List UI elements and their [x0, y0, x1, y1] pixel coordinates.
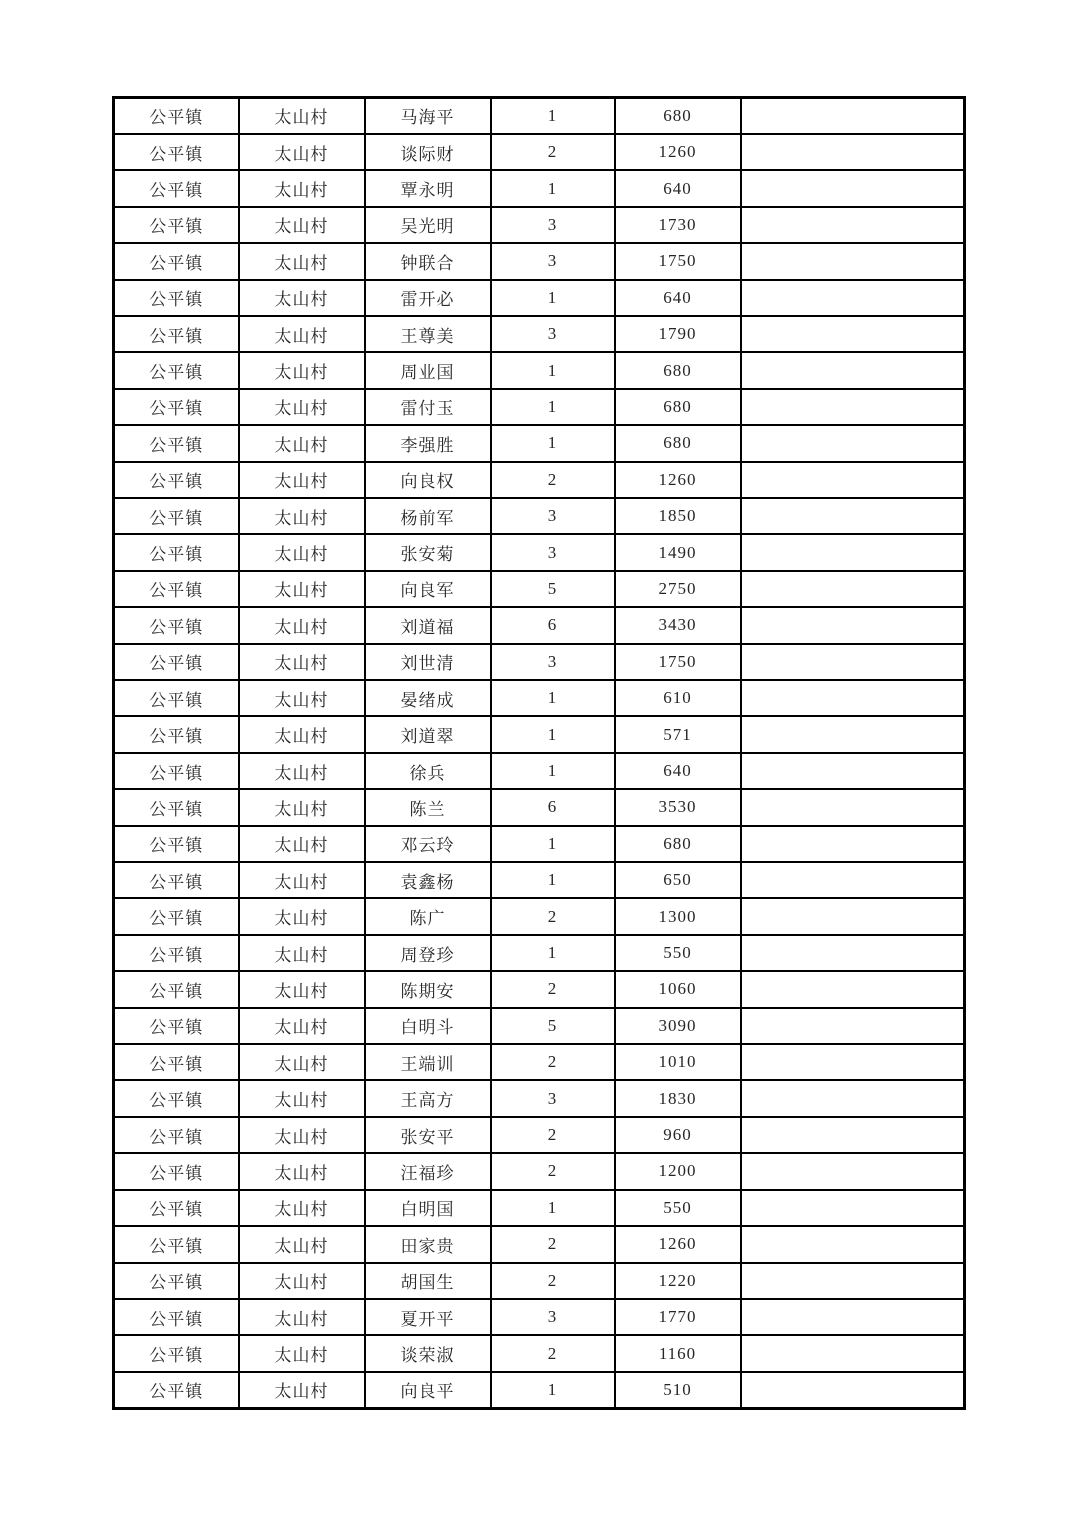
cell-count: 1 [491, 352, 615, 388]
cell-count: 1 [491, 280, 615, 316]
cell-person-name: 马海平 [365, 98, 491, 134]
table-row [114, 425, 965, 461]
table-row [114, 170, 965, 206]
cell-amount: 1200 [615, 1153, 741, 1189]
cell-town: 公平镇 [114, 98, 239, 134]
cell-count: 2 [491, 1153, 615, 1189]
table-row [114, 534, 965, 570]
table-row [114, 1299, 965, 1335]
cell-town: 公平镇 [114, 280, 239, 316]
cell-count: 2 [491, 1263, 615, 1299]
cell-count: 2 [491, 134, 615, 170]
cell-town: 公平镇 [114, 971, 239, 1007]
table-row [114, 498, 965, 534]
cell-note [741, 898, 965, 934]
cell-amount: 510 [615, 1372, 741, 1408]
cell-amount: 1010 [615, 1044, 741, 1080]
table-row [114, 1044, 965, 1080]
cell-count: 1 [491, 753, 615, 789]
cell-town: 公平镇 [114, 1335, 239, 1371]
cell-amount: 960 [615, 1117, 741, 1153]
cell-person-name: 田家贵 [365, 1226, 491, 1262]
cell-person-name: 周登珍 [365, 935, 491, 971]
cell-person-name: 周业国 [365, 352, 491, 388]
cell-person-name: 陈广 [365, 898, 491, 934]
cell-village: 太山村 [239, 134, 365, 170]
cell-village: 太山村 [239, 352, 365, 388]
cell-note [741, 316, 965, 352]
cell-town: 公平镇 [114, 716, 239, 752]
table-row [114, 1117, 965, 1153]
cell-amount: 640 [615, 280, 741, 316]
cell-village: 太山村 [239, 462, 365, 498]
table-body [114, 98, 965, 1409]
table-row [114, 571, 965, 607]
cell-amount: 1260 [615, 1226, 741, 1262]
cell-person-name: 张安平 [365, 1117, 491, 1153]
cell-count: 1 [491, 425, 615, 461]
cell-amount: 610 [615, 680, 741, 716]
cell-village: 太山村 [239, 1044, 365, 1080]
table-row [114, 389, 965, 425]
cell-count: 2 [491, 1335, 615, 1371]
cell-count: 3 [491, 243, 615, 279]
cell-count: 3 [491, 644, 615, 680]
cell-village: 太山村 [239, 753, 365, 789]
cell-village: 太山村 [239, 1226, 365, 1262]
cell-note [741, 1372, 965, 1408]
cell-amount: 680 [615, 389, 741, 425]
cell-town: 公平镇 [114, 607, 239, 643]
cell-note [741, 1008, 965, 1044]
cell-note [741, 1044, 965, 1080]
cell-note [741, 826, 965, 862]
cell-person-name: 白明国 [365, 1190, 491, 1226]
cell-village: 太山村 [239, 316, 365, 352]
cell-person-name: 张安菊 [365, 534, 491, 570]
cell-count: 1 [491, 826, 615, 862]
cell-count: 1 [491, 389, 615, 425]
cell-village: 太山村 [239, 935, 365, 971]
cell-note [741, 462, 965, 498]
cell-village: 太山村 [239, 1117, 365, 1153]
cell-count: 2 [491, 1226, 615, 1262]
cell-amount: 3530 [615, 789, 741, 825]
cell-person-name: 袁鑫杨 [365, 862, 491, 898]
table-row [114, 352, 965, 388]
cell-note [741, 680, 965, 716]
cell-amount: 680 [615, 352, 741, 388]
table-row [114, 935, 965, 971]
cell-note [741, 352, 965, 388]
cell-village: 太山村 [239, 789, 365, 825]
table-row [114, 644, 965, 680]
cell-person-name: 刘道福 [365, 607, 491, 643]
table-row [114, 898, 965, 934]
cell-person-name: 白明斗 [365, 1008, 491, 1044]
cell-town: 公平镇 [114, 1299, 239, 1335]
table-row [114, 98, 965, 134]
cell-count: 3 [491, 207, 615, 243]
cell-village: 太山村 [239, 1008, 365, 1044]
cell-village: 太山村 [239, 862, 365, 898]
cell-note [741, 170, 965, 206]
cell-town: 公平镇 [114, 1008, 239, 1044]
table-row [114, 134, 965, 170]
cell-count: 2 [491, 898, 615, 934]
cell-note [741, 1190, 965, 1226]
cell-note [741, 207, 965, 243]
cell-person-name: 胡国生 [365, 1263, 491, 1299]
cell-amount: 2750 [615, 571, 741, 607]
cell-note [741, 716, 965, 752]
cell-town: 公平镇 [114, 1117, 239, 1153]
cell-amount: 1160 [615, 1335, 741, 1371]
table-row [114, 243, 965, 279]
cell-village: 太山村 [239, 243, 365, 279]
table-row [114, 207, 965, 243]
cell-amount: 680 [615, 98, 741, 134]
cell-count: 1 [491, 1372, 615, 1408]
cell-village: 太山村 [239, 280, 365, 316]
cell-note [741, 498, 965, 534]
cell-note [741, 935, 965, 971]
cell-note [741, 534, 965, 570]
table-row [114, 753, 965, 789]
cell-count: 2 [491, 462, 615, 498]
table-row [114, 1153, 965, 1189]
cell-person-name: 吴光明 [365, 207, 491, 243]
cell-count: 3 [491, 498, 615, 534]
cell-count: 5 [491, 1008, 615, 1044]
cell-amount: 571 [615, 716, 741, 752]
cell-count: 6 [491, 789, 615, 825]
cell-village: 太山村 [239, 1263, 365, 1299]
cell-town: 公平镇 [114, 170, 239, 206]
table-row [114, 862, 965, 898]
cell-village: 太山村 [239, 826, 365, 862]
cell-person-name: 王尊美 [365, 316, 491, 352]
table-row [114, 789, 965, 825]
cell-person-name: 李强胜 [365, 425, 491, 461]
cell-person-name: 刘世清 [365, 644, 491, 680]
cell-village: 太山村 [239, 1299, 365, 1335]
cell-note [741, 607, 965, 643]
table-row [114, 280, 965, 316]
cell-person-name: 覃永明 [365, 170, 491, 206]
cell-town: 公平镇 [114, 534, 239, 570]
cell-town: 公平镇 [114, 1226, 239, 1262]
table-row [114, 1080, 965, 1116]
cell-village: 太山村 [239, 98, 365, 134]
cell-amount: 1830 [615, 1080, 741, 1116]
cell-town: 公平镇 [114, 1153, 239, 1189]
cell-town: 公平镇 [114, 753, 239, 789]
cell-town: 公平镇 [114, 680, 239, 716]
cell-person-name: 刘道翠 [365, 716, 491, 752]
cell-person-name: 谈际财 [365, 134, 491, 170]
cell-person-name: 王高方 [365, 1080, 491, 1116]
cell-amount: 680 [615, 425, 741, 461]
cell-count: 1 [491, 935, 615, 971]
cell-count: 3 [491, 534, 615, 570]
cell-town: 公平镇 [114, 1044, 239, 1080]
cell-count: 3 [491, 1299, 615, 1335]
cell-person-name: 陈兰 [365, 789, 491, 825]
cell-amount: 1060 [615, 971, 741, 1007]
cell-count: 3 [491, 316, 615, 352]
cell-town: 公平镇 [114, 462, 239, 498]
cell-person-name: 夏开平 [365, 1299, 491, 1335]
cell-amount: 1260 [615, 462, 741, 498]
cell-count: 3 [491, 1080, 615, 1116]
cell-village: 太山村 [239, 389, 365, 425]
cell-town: 公平镇 [114, 207, 239, 243]
cell-town: 公平镇 [114, 1263, 239, 1299]
cell-amount: 1490 [615, 534, 741, 570]
cell-town: 公平镇 [114, 644, 239, 680]
cell-town: 公平镇 [114, 571, 239, 607]
cell-town: 公平镇 [114, 498, 239, 534]
cell-amount: 1850 [615, 498, 741, 534]
cell-note [741, 1080, 965, 1116]
table-row [114, 1226, 965, 1262]
cell-person-name: 向良军 [365, 571, 491, 607]
cell-amount: 1790 [615, 316, 741, 352]
cell-town: 公平镇 [114, 425, 239, 461]
cell-amount: 1220 [615, 1263, 741, 1299]
cell-village: 太山村 [239, 170, 365, 206]
cell-person-name: 晏绪成 [365, 680, 491, 716]
cell-note [741, 134, 965, 170]
cell-town: 公平镇 [114, 826, 239, 862]
cell-count: 2 [491, 1044, 615, 1080]
cell-note [741, 789, 965, 825]
cell-village: 太山村 [239, 1372, 365, 1408]
cell-village: 太山村 [239, 207, 365, 243]
cell-town: 公平镇 [114, 935, 239, 971]
cell-note [741, 425, 965, 461]
cell-amount: 1750 [615, 243, 741, 279]
cell-count: 1 [491, 170, 615, 206]
cell-village: 太山村 [239, 644, 365, 680]
cell-village: 太山村 [239, 498, 365, 534]
table-row [114, 680, 965, 716]
cell-person-name: 王端训 [365, 1044, 491, 1080]
cell-note [741, 243, 965, 279]
cell-town: 公平镇 [114, 134, 239, 170]
cell-village: 太山村 [239, 680, 365, 716]
cell-town: 公平镇 [114, 862, 239, 898]
cell-amount: 1750 [615, 644, 741, 680]
cell-person-name: 邓云玲 [365, 826, 491, 862]
cell-note [741, 644, 965, 680]
table-row [114, 826, 965, 862]
cell-count: 1 [491, 1190, 615, 1226]
cell-village: 太山村 [239, 1080, 365, 1116]
cell-person-name: 杨前军 [365, 498, 491, 534]
cell-person-name: 陈期安 [365, 971, 491, 1007]
cell-person-name: 钟联合 [365, 243, 491, 279]
cell-town: 公平镇 [114, 389, 239, 425]
cell-amount: 550 [615, 935, 741, 971]
table-row [114, 1335, 965, 1371]
cell-town: 公平镇 [114, 1190, 239, 1226]
cell-note [741, 1153, 965, 1189]
cell-count: 1 [491, 862, 615, 898]
cell-person-name: 徐兵 [365, 753, 491, 789]
cell-count: 2 [491, 1117, 615, 1153]
cell-note [741, 98, 965, 134]
cell-village: 太山村 [239, 571, 365, 607]
subsidy-table [112, 96, 966, 1410]
cell-count: 6 [491, 607, 615, 643]
cell-amount: 1730 [615, 207, 741, 243]
table-row [114, 1190, 965, 1226]
cell-village: 太山村 [239, 425, 365, 461]
cell-person-name: 雷开必 [365, 280, 491, 316]
cell-village: 太山村 [239, 1153, 365, 1189]
cell-village: 太山村 [239, 1190, 365, 1226]
cell-note [741, 389, 965, 425]
table-row [114, 1008, 965, 1044]
cell-note [741, 1263, 965, 1299]
cell-village: 太山村 [239, 716, 365, 752]
cell-amount: 680 [615, 826, 741, 862]
cell-village: 太山村 [239, 898, 365, 934]
cell-count: 1 [491, 680, 615, 716]
cell-count: 5 [491, 571, 615, 607]
cell-note [741, 862, 965, 898]
cell-amount: 640 [615, 170, 741, 206]
cell-amount: 1260 [615, 134, 741, 170]
table-row [114, 971, 965, 1007]
cell-amount: 3090 [615, 1008, 741, 1044]
cell-town: 公平镇 [114, 789, 239, 825]
cell-town: 公平镇 [114, 243, 239, 279]
cell-town: 公平镇 [114, 898, 239, 934]
cell-note [741, 280, 965, 316]
cell-note [741, 1117, 965, 1153]
cell-amount: 1770 [615, 1299, 741, 1335]
cell-village: 太山村 [239, 607, 365, 643]
table-row [114, 1263, 965, 1299]
cell-village: 太山村 [239, 534, 365, 570]
cell-amount: 650 [615, 862, 741, 898]
cell-town: 公平镇 [114, 1080, 239, 1116]
cell-town: 公平镇 [114, 352, 239, 388]
cell-note [741, 753, 965, 789]
cell-note [741, 971, 965, 1007]
cell-person-name: 向良平 [365, 1372, 491, 1408]
cell-count: 1 [491, 716, 615, 752]
table-row [114, 1372, 965, 1408]
cell-person-name: 谈荣淑 [365, 1335, 491, 1371]
cell-count: 1 [491, 98, 615, 134]
cell-count: 2 [491, 971, 615, 1007]
cell-note [741, 1226, 965, 1262]
cell-note [741, 1335, 965, 1371]
table-row [114, 462, 965, 498]
table-row [114, 607, 965, 643]
cell-town: 公平镇 [114, 316, 239, 352]
cell-person-name: 向良权 [365, 462, 491, 498]
cell-amount: 3430 [615, 607, 741, 643]
cell-person-name: 雷付玉 [365, 389, 491, 425]
cell-note [741, 1299, 965, 1335]
cell-village: 太山村 [239, 971, 365, 1007]
cell-amount: 640 [615, 753, 741, 789]
cell-person-name: 汪福珍 [365, 1153, 491, 1189]
cell-amount: 1300 [615, 898, 741, 934]
cell-note [741, 571, 965, 607]
cell-village: 太山村 [239, 1335, 365, 1371]
table-row [114, 316, 965, 352]
table-row [114, 716, 965, 752]
cell-town: 公平镇 [114, 1372, 239, 1408]
cell-amount: 550 [615, 1190, 741, 1226]
